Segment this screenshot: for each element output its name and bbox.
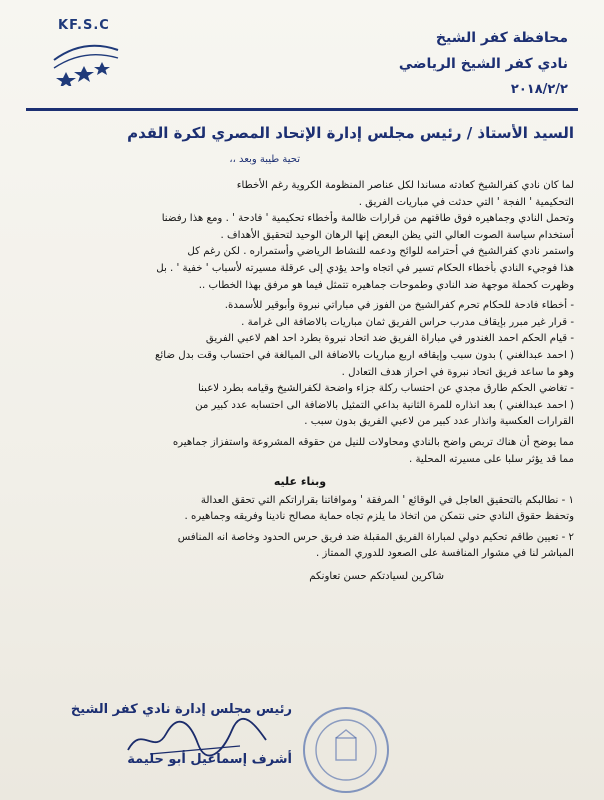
body-line: - قرار غير مبرر بإيقاف مدرب حراس الفريق ثمان مباريات بالاضافة الى غرامة . bbox=[241, 316, 574, 328]
body-line: لما كان نادي كفرالشيخ كعادته مساندا لكل عناصر المنظومة الكروية رغم الأخطاء bbox=[236, 180, 574, 191]
request-line: المباشر لنا في مشوار المنافسة على الصعود للدوري الممتاز . bbox=[315, 548, 574, 560]
body-line: ( احمد عبدالغني ) بدون سبب وإيقافه اربع مباريات بالاضافة الى المبالغة في احتساب وقت بدل ضائع bbox=[155, 349, 574, 361]
body-line: - أخطاء فادحة للحكام تحرم كفرالشيخ من الفوز في مباراتي نبروة وأبوقير للأسمدة. bbox=[224, 300, 574, 312]
request-line: ٢ - تعيين طاقم تحكيم دولي لمباراة الفريق المقبلة ضد فريق حرس الحدود وخاصة انه المنافس bbox=[177, 531, 574, 543]
request-line: وتحفظ حقوق النادي حتى نتمكن من اتخاذ ما يلزم تجاه حماية مصالح نادينا وفريقه وجماهيره . bbox=[184, 511, 574, 523]
body-line: أستخدام سياسة الصوت العالي التي يظن البعض إنها الرهان الوحيد لتحقيق الأهداف . bbox=[220, 229, 574, 241]
body-line: مما قد يؤثر سلبا على مسيرته المحلية . bbox=[408, 453, 574, 465]
body-line: - قيام الحكم احمد الغندور في مباراة الفريق ضد اتحاد نبروة بطرد احد اهم لاعبي الفريق bbox=[205, 333, 574, 345]
body-line: وتحمل النادي وجماهيره فوق طاقتهم من قرارات ظالمة وأخطاء تحكيمية ' فادحة ' . ومع هذا رفضنا bbox=[161, 213, 574, 225]
club-logo-text: KF.S.C bbox=[58, 18, 110, 33]
header-divider bbox=[26, 108, 578, 111]
body-line: التحكيمية ' الفجة ' التي حدثت في مباريات الفريق . bbox=[358, 196, 574, 208]
body-line: واستمر نادي كفرالشيخ في أحترامه للوائح ودعمه للنشاط الرياضي وأستمراره . لكن رغم كل bbox=[187, 246, 574, 258]
signer-name: أشرف إسماعيل أبو حليمة bbox=[127, 752, 292, 767]
letter-body bbox=[26, 178, 574, 586]
body-line: وظهرت كحملة موجهة ضد النادي وطموحات جماهيره تتمثل فيما هو مرفق بهذا الخطاب .. bbox=[198, 279, 574, 291]
greeting: تحية طيبة وبعد ،، bbox=[229, 154, 300, 165]
thanks-line: شاكرين لسيادتكم حسن تعاونكم bbox=[309, 571, 444, 583]
body-line: هذا فوجيء النادي بأخطاء الحكام تسير في اتجاه واحد يؤدي إلى عرقلة مسيرته لأسباب ' خفية ' . بل bbox=[156, 262, 574, 274]
body-line: وهو ما ساعد فريق اتحاد نبروة في احراز هدف التعادل . bbox=[341, 366, 574, 378]
signer-role: رئيس مجلس إدارة نادي كفر الشيخ bbox=[70, 702, 292, 717]
body-line: - تغاضي الحكم طارق مجدي عن احتساب ركلة جزاء واضحة لكفرالشيخ وقيامه بطرد لاعبنا bbox=[197, 383, 574, 395]
governorate-name: محافظة كفر الشيخ bbox=[435, 30, 568, 46]
letter-date: ٢٠١٨/٢/٢ bbox=[510, 82, 568, 97]
body-line: مما يوضح أن هناك تربص واضح بالنادي ومحاولات للنيل من حقوقه المشروعة واستفزاز جماهيره bbox=[172, 436, 574, 448]
letter-title: السيد الأستاذ / رئيس مجلس إدارة الإتحاد المصري لكرة القدم bbox=[127, 124, 574, 142]
request-line: ١ - نطالبكم بالتحقيق العاجل في الوقائع ' المرفقة ' وموافاتنا بقراراتكم التي تحقق العدالة bbox=[200, 494, 574, 506]
therefore-heading: وبناء عليه bbox=[273, 475, 327, 489]
body-line: القرارات العكسية وانذار عدد كبير من لاعبي الفريق بدون سبب . bbox=[304, 416, 574, 428]
club-seal-icon bbox=[300, 704, 392, 796]
club-name: نادي كفر الشيخ الرياضي bbox=[398, 56, 568, 72]
body-line: ( احمد عبدالغني ) بعد انذاره للمرة الثانية بداعي التمثيل بالاضافة الى احتسابه عدد كبير من bbox=[195, 399, 574, 411]
